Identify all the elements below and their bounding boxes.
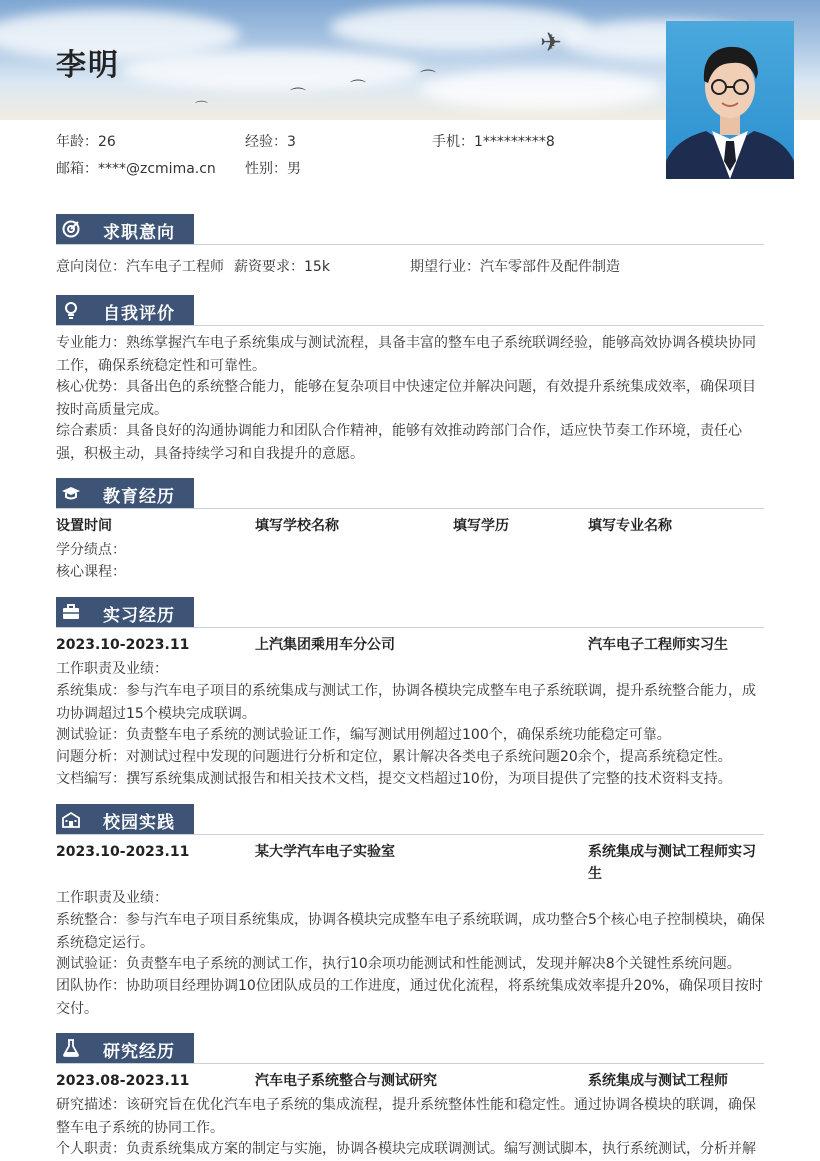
info-experience: 经验：3	[245, 134, 296, 150]
section-divider	[56, 244, 764, 245]
bird-icon: ⌒	[195, 101, 209, 116]
section-divider	[56, 1063, 764, 1064]
campus-item: 系统整合：参与汽车电子项目系统集成，协调各模块完成整车电子系统联调，成功整合5个核心电子控制模块，确保系统稳定运行。	[56, 912, 765, 951]
cloud-decoration	[420, 70, 660, 110]
info-email: 邮箱：****@zcmima.cn	[56, 161, 216, 177]
section-divider	[56, 627, 764, 628]
self-eval-item: 专业能力：熟练掌握汽车电子系统集成与测试流程，具备丰富的整车电子系统联调经验，能够高效协调各模块协同工作，确保系统稳定性和可靠性。	[56, 335, 756, 374]
bird-icon: ⌒	[420, 68, 437, 87]
bird-icon: ✈	[540, 28, 562, 58]
intent-position: 意向岗位：汽车电子工程师	[56, 259, 224, 275]
education-courses: 核心课程：	[56, 564, 126, 580]
intent-salary: 薪资要求：15k	[234, 259, 330, 275]
education-school: 填写学校名称	[255, 518, 339, 534]
section-header-internship	[56, 597, 194, 627]
education-time: 设置时间	[56, 518, 112, 534]
section-title: 求职意向	[103, 223, 175, 243]
lightbulb-icon	[61, 300, 81, 320]
campus-heading: 工作职责及业绩：	[56, 890, 168, 906]
bird-icon: ⌒	[290, 86, 307, 105]
internship-item: 问题分析：对测试过程中发现的问题进行分析和定位，累计解决各类电子系统问题20余个，提高系统稳定性。	[56, 749, 732, 765]
graduation-cap-icon	[61, 483, 81, 503]
internship-role: 汽车电子工程师实习生	[588, 637, 728, 653]
section-header-intent	[56, 214, 194, 244]
section-title: 实习经历	[103, 606, 175, 626]
section-header-research	[56, 1033, 194, 1063]
campus-org: 某大学汽车电子实验室	[255, 844, 395, 860]
school-building-icon	[61, 809, 81, 829]
section-title: 教育经历	[103, 487, 175, 507]
section-divider	[56, 325, 764, 326]
info-gender: 性别：男	[245, 161, 301, 177]
section-divider	[56, 508, 764, 509]
education-major: 填写专业名称	[588, 518, 672, 534]
section-title: 研究经历	[103, 1042, 175, 1062]
research-item: 研究描述：该研究旨在优化汽车电子系统的集成流程，提升系统整体性能和稳定性。通过协调各模块的联调，确保整车电子系统的协同工作。	[56, 1097, 756, 1136]
research-item: 个人职责：负责系统集成方案的制定与实施，协调各模块完成联调测试。编写测试脚本，执行系统测试，分析并解	[56, 1141, 756, 1157]
self-eval-item: 核心优势：具备出色的系统整合能力，能够在复杂项目中快速定位并解决问题，有效提升系统集成效率，确保项目按时高质量完成。	[56, 379, 756, 418]
info-age: 年龄：26	[56, 134, 116, 150]
education-gpa: 学分绩点：	[56, 542, 126, 558]
cloud-decoration	[120, 50, 420, 90]
research-time: 2023.08-2023.11	[56, 1073, 190, 1089]
avatar-illustration	[666, 21, 794, 179]
campus-time: 2023.10-2023.11	[56, 844, 190, 860]
internship-heading: 工作职责及业绩：	[56, 661, 168, 677]
bird-icon: ⌒	[350, 78, 367, 97]
flask-icon	[61, 1038, 81, 1058]
briefcase-icon	[61, 602, 81, 622]
section-divider	[56, 834, 764, 835]
profile-photo	[666, 21, 794, 179]
section-title: 自我评价	[103, 304, 175, 324]
intent-industry: 期望行业：汽车零部件及配件制造	[410, 259, 620, 275]
section-header-campus	[56, 804, 194, 834]
internship-time: 2023.10-2023.11	[56, 637, 190, 653]
candidate-name: 李明	[56, 48, 120, 83]
internship-item: 测试验证：负责整车电子系统的测试验证工作，编写测试用例超过100个，确保系统功能稳定可靠。	[56, 727, 671, 743]
research-role: 系统集成与测试工程师	[588, 1073, 728, 1089]
internship-item: 系统集成：参与汽车电子项目的系统集成与测试工作，协调各模块完成整车电子系统联调，提升系统整合能力，成功协调超过15个模块完成联调。	[56, 683, 756, 722]
internship-item: 文档编写：撰写系统集成测试报告和相关技术文档，提交文档超过10份，为项目提供了完整的技术资料支持。	[56, 771, 732, 787]
target-icon	[61, 219, 81, 239]
internship-org: 上汽集团乘用车分公司	[255, 637, 395, 653]
campus-item: 测试验证：负责整车电子系统的测试工作，执行10余项功能测试和性能测试，发现并解决8个关键性系统问题。	[56, 956, 741, 972]
section-header-education	[56, 478, 194, 508]
campus-item: 团队协作：协助项目经理协调10位团队成员的工作进度，通过优化流程，将系统集成效率提升20%，确保项目按时交付。	[56, 978, 763, 1017]
info-phone: 手机：1*********8	[432, 134, 555, 150]
self-eval-item: 综合素质：具备良好的沟通协调能力和团队合作精神，能够有效推动跨部门合作，适应快节奏工作环境，责任心强，积极主动，具备持续学习和自我提升的意愿。	[56, 423, 742, 462]
research-topic: 汽车电子系统整合与测试研究	[255, 1073, 437, 1089]
section-header-self-eval	[56, 295, 194, 325]
campus-role: 系统集成与测试工程师实习生	[588, 844, 756, 882]
section-title: 校园实践	[103, 813, 175, 833]
education-degree: 填写学历	[453, 518, 509, 534]
